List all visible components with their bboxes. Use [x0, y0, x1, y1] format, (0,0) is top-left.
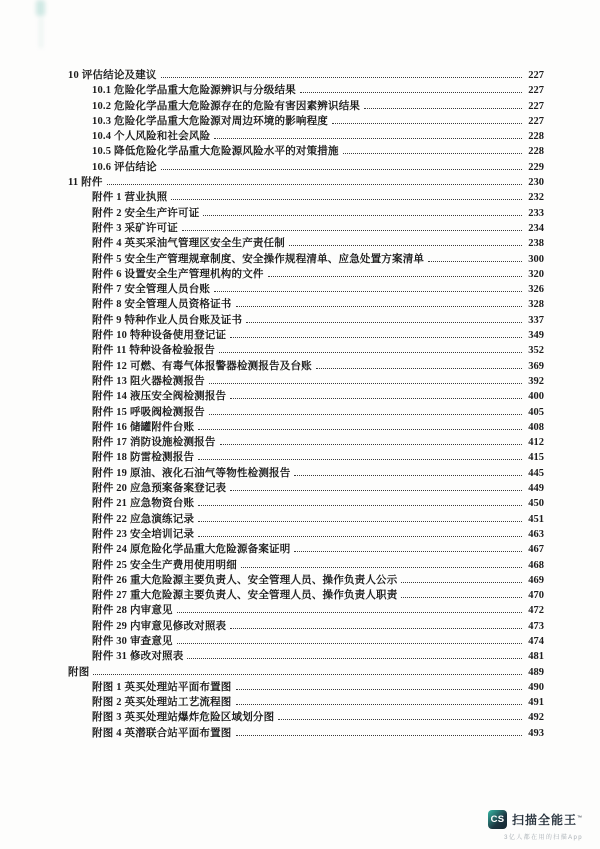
- dot-leader: [241, 567, 522, 568]
- toc-page-number: 300: [528, 253, 544, 265]
- toc-row: [68, 602, 544, 617]
- toc-entry-label: 10.2 危险化学品重大危险源存在的危险有害因素辨识结果: [92, 100, 361, 112]
- toc-row: [68, 189, 544, 204]
- toc-page-number: 412: [528, 437, 544, 449]
- toc-row: [68, 495, 544, 510]
- dot-leader: [289, 245, 522, 246]
- toc-page-number: 470: [528, 590, 544, 602]
- toc-entry-label: 附件 24 原危险化学品重大危险源备案证明: [92, 544, 291, 556]
- toc-page-number: 463: [528, 528, 544, 540]
- toc-page-number: 473: [528, 620, 544, 632]
- dot-leader: [236, 306, 523, 307]
- toc-page-number: 232: [528, 192, 544, 204]
- toc-row: [68, 67, 544, 82]
- toc-entry-label: 附件 6 设置安全生产管理机构的文件: [92, 268, 264, 280]
- dot-leader: [236, 704, 523, 705]
- dot-leader: [209, 383, 522, 384]
- dot-leader: [214, 138, 522, 139]
- toc-page-number: 349: [528, 330, 544, 342]
- toc-page-number: 229: [528, 161, 544, 173]
- toc-row: [68, 587, 544, 602]
- dot-leader: [236, 735, 523, 736]
- toc-entry-label: 附件 29 内审意见修改对照表: [92, 620, 227, 632]
- scan-artifact: [39, 18, 43, 48]
- toc-row: [68, 235, 544, 250]
- watermark-subtitle: 3亿人都在用的扫描App: [504, 835, 583, 841]
- toc-page-number: 227: [528, 70, 544, 81]
- camscanner-logo-icon: [488, 810, 507, 829]
- toc-row: [68, 143, 544, 158]
- toc-page-number: 490: [528, 681, 544, 693]
- dot-leader: [428, 261, 522, 262]
- toc-entry-label: 附图 4 英潜联合站平面布置图: [92, 727, 232, 739]
- toc-entry-label: 附件 18 防雷检测报告: [92, 452, 195, 464]
- toc-row: [68, 296, 544, 311]
- toc-entry-label: 附件 1 营业执照: [92, 192, 168, 204]
- toc-page-number: 472: [528, 605, 544, 617]
- toc-row: [68, 98, 544, 113]
- toc-row: [68, 388, 544, 403]
- toc-page-number: 468: [528, 559, 544, 571]
- dot-leader: [177, 643, 522, 644]
- toc-row: [68, 434, 544, 449]
- toc-entry-label: 附件 17 消防设施检测报告: [92, 437, 216, 449]
- toc-entry-label: 附件 22 应急演练记录: [92, 513, 195, 525]
- toc-page-number: 228: [528, 131, 544, 143]
- toc-page-number: 489: [528, 666, 544, 678]
- toc-page-number: 467: [528, 544, 544, 556]
- dot-leader: [246, 322, 522, 323]
- toc-entry-label: 附件 14 液压安全阀检测报告: [92, 391, 227, 403]
- toc-page-number: 230: [528, 177, 544, 189]
- toc-row: [68, 725, 544, 740]
- dot-leader: [230, 490, 522, 491]
- toc-row: [68, 526, 544, 541]
- toc-row: [68, 511, 544, 526]
- toc-entry-label: 附图 1 英买处理站平面布置图: [92, 681, 232, 693]
- toc-row: [68, 220, 544, 235]
- toc-row: [68, 159, 544, 174]
- dot-leader: [187, 658, 522, 659]
- toc-entry-label: 附件 31 修改对照表: [92, 651, 184, 663]
- toc-page-number: 474: [528, 635, 544, 647]
- toc-row: [68, 709, 544, 724]
- toc-entry-label: 附件 19 原油、液化石油气等物性检测报告: [92, 467, 291, 479]
- toc-row: [68, 541, 544, 556]
- toc-entry-label: 10.3 危险化学品重大危险源对周边环境的影响程度: [92, 115, 328, 127]
- toc-entry-label: 10.6 评估结论: [92, 161, 157, 173]
- toc-entry-label: 附件 26 重大危险源主要负责人、安全管理人员、操作负责人公示: [92, 574, 398, 586]
- toc-row: [68, 694, 544, 709]
- toc-page-number: 400: [528, 391, 544, 403]
- toc-page-number: 328: [528, 299, 544, 311]
- toc-page-number: 227: [528, 100, 544, 112]
- toc-page-number: 352: [528, 345, 544, 357]
- dot-leader: [401, 597, 522, 598]
- toc-page-number: 369: [528, 360, 544, 372]
- toc-page-number: 481: [528, 651, 544, 663]
- toc-row: [68, 312, 544, 327]
- scan-artifact: [36, 0, 45, 16]
- toc-entry-label: 附图: [68, 666, 90, 678]
- toc-page-number: 445: [528, 467, 544, 479]
- camscanner-logo-text: CS: [490, 814, 505, 825]
- toc-page-number: 469: [528, 574, 544, 586]
- dot-leader: [230, 398, 522, 399]
- toc-entry-label: 附件 13 阻火器检测报告: [92, 375, 205, 387]
- toc-page-number: 493: [528, 727, 544, 739]
- toc-entry-label: 附件 16 储罐附件台账: [92, 421, 195, 433]
- toc-entry-label: 附件 25 安全生产费用使用明细: [92, 559, 237, 571]
- toc-row: [68, 327, 544, 342]
- toc-page-number: 234: [528, 222, 544, 234]
- dot-leader: [364, 108, 522, 109]
- toc-row: [68, 419, 544, 434]
- dot-leader: [294, 475, 522, 476]
- toc-row: [68, 358, 544, 373]
- toc-row: [68, 557, 544, 572]
- table-of-contents: [68, 67, 544, 740]
- dot-leader: [268, 276, 522, 277]
- toc-page-number: 228: [528, 146, 544, 158]
- dot-leader: [230, 337, 522, 338]
- toc-row: [68, 281, 544, 296]
- dot-leader: [219, 352, 522, 353]
- toc-row: [68, 679, 544, 694]
- dot-leader: [182, 230, 522, 231]
- toc-page-number: 392: [528, 375, 544, 387]
- toc-page-number: 227: [528, 85, 544, 97]
- toc-entry-label: 附件 15 呼吸阀检测报告: [92, 406, 205, 418]
- watermark-title: 扫描全能王™: [511, 813, 583, 827]
- toc-entry-label: 附件 9 特种作业人员台账及证书: [92, 314, 243, 326]
- dot-leader: [161, 77, 522, 78]
- toc-row: [68, 266, 544, 281]
- toc-page-number: 415: [528, 452, 544, 464]
- toc-entry-label: 附件 8 安全管理人员资格证书: [92, 299, 232, 311]
- toc-row: [68, 174, 544, 189]
- dot-leader: [300, 92, 522, 93]
- dot-leader: [161, 169, 522, 170]
- dot-leader: [198, 459, 522, 460]
- toc-entry-label: 附件 23 安全培训记录: [92, 528, 195, 540]
- dot-leader: [198, 429, 522, 430]
- dot-leader: [171, 199, 522, 200]
- toc-entry-label: 附件 3 采矿许可证: [92, 222, 178, 234]
- toc-row: [68, 633, 544, 648]
- toc-entry-label: 10.1 危险化学品重大危险源辨识与分级结果: [92, 85, 296, 97]
- dot-leader: [209, 414, 522, 415]
- toc-entry-label: 附件 11 特种设备检验报告: [92, 345, 215, 357]
- toc-row: [68, 113, 544, 128]
- toc-entry-label: 附件 7 安全管理人员台账: [92, 284, 211, 296]
- toc-entry-label: 附件 28 内审意见: [92, 605, 173, 617]
- toc-page-number: 337: [528, 314, 544, 326]
- toc-entry-label: 附件 10 特种设备使用登记证: [92, 330, 227, 342]
- dot-leader: [177, 612, 522, 613]
- toc-page-number: 492: [528, 712, 544, 724]
- dot-leader: [278, 719, 522, 720]
- toc-page-number: 451: [528, 513, 544, 525]
- dot-leader: [401, 582, 522, 583]
- dot-leader: [198, 521, 522, 522]
- toc-row: [68, 373, 544, 388]
- toc-entry-label: 附件 5 安全生产管理规章制度、安全操作规程清单、应急处置方案清单: [92, 253, 425, 265]
- toc-page-number: 491: [528, 697, 544, 709]
- dot-leader: [198, 505, 522, 506]
- dot-leader: [107, 184, 522, 185]
- toc-entry-label: 10.5 降低危险化学品重大危险源风险水平的对策措施: [92, 146, 339, 158]
- toc-entry-label: 附件 4 英买采油气管理区安全生产责任制: [92, 238, 285, 250]
- toc-entry-label: 10.4 个人风险和社会风险: [92, 131, 211, 143]
- toc-page-number: 405: [528, 406, 544, 418]
- dot-leader: [343, 153, 522, 154]
- toc-entry-label: 附件 21 应急物资台账: [92, 498, 195, 510]
- toc-row: [68, 618, 544, 633]
- toc-row: [68, 82, 544, 97]
- toc-page-number: 227: [528, 115, 544, 127]
- dot-leader: [214, 291, 522, 292]
- toc-page-number: 320: [528, 268, 544, 280]
- toc-entry-label: 附件 12 可燃、有毒气体报警器检测报告及台账: [92, 360, 312, 372]
- toc-page-number: 408: [528, 421, 544, 433]
- toc-page-number: 449: [528, 483, 544, 495]
- toc-row: [68, 404, 544, 419]
- toc-page-number: 450: [528, 498, 544, 510]
- toc-page-number: 233: [528, 207, 544, 219]
- dot-leader: [332, 123, 522, 124]
- toc-row: [68, 572, 544, 587]
- toc-row: [68, 480, 544, 495]
- toc-row: [68, 465, 544, 480]
- toc-row: [68, 449, 544, 464]
- toc-entry-label: 附图 2 英买处理站工艺流程图: [92, 697, 232, 709]
- toc-row: [68, 342, 544, 357]
- dot-leader: [198, 536, 522, 537]
- camscanner-watermark: [488, 810, 583, 841]
- toc-entry-label: 10 评估结论及建议: [68, 70, 157, 81]
- dot-leader: [220, 444, 522, 445]
- toc-row: [68, 648, 544, 663]
- toc-entry-label: 附件 20 应急预案备案登记表: [92, 483, 227, 495]
- toc-entry-label: 附图 3 英买处理站爆炸危险区域划分图: [92, 712, 275, 724]
- trademark-symbol: ™: [577, 815, 583, 821]
- toc-row: [68, 664, 544, 679]
- dot-leader: [236, 689, 523, 690]
- dot-leader: [230, 628, 522, 629]
- dot-leader: [203, 215, 522, 216]
- toc-row: [68, 128, 544, 143]
- toc-row: [68, 251, 544, 266]
- toc-page-number: 326: [528, 284, 544, 296]
- dot-leader: [294, 551, 522, 552]
- toc-entry-label: 附件 30 审查意见: [92, 635, 173, 647]
- dot-leader: [316, 368, 522, 369]
- toc-page-number: 238: [528, 238, 544, 250]
- dot-leader: [93, 674, 522, 675]
- toc-row: [68, 205, 544, 220]
- toc-entry-label: 附件 2 安全生产许可证: [92, 207, 200, 219]
- toc-entry-label: 附件 27 重大危险源主要负责人、安全管理人员、操作负责人职责: [92, 590, 398, 602]
- toc-entry-label: 11 附件: [68, 177, 103, 189]
